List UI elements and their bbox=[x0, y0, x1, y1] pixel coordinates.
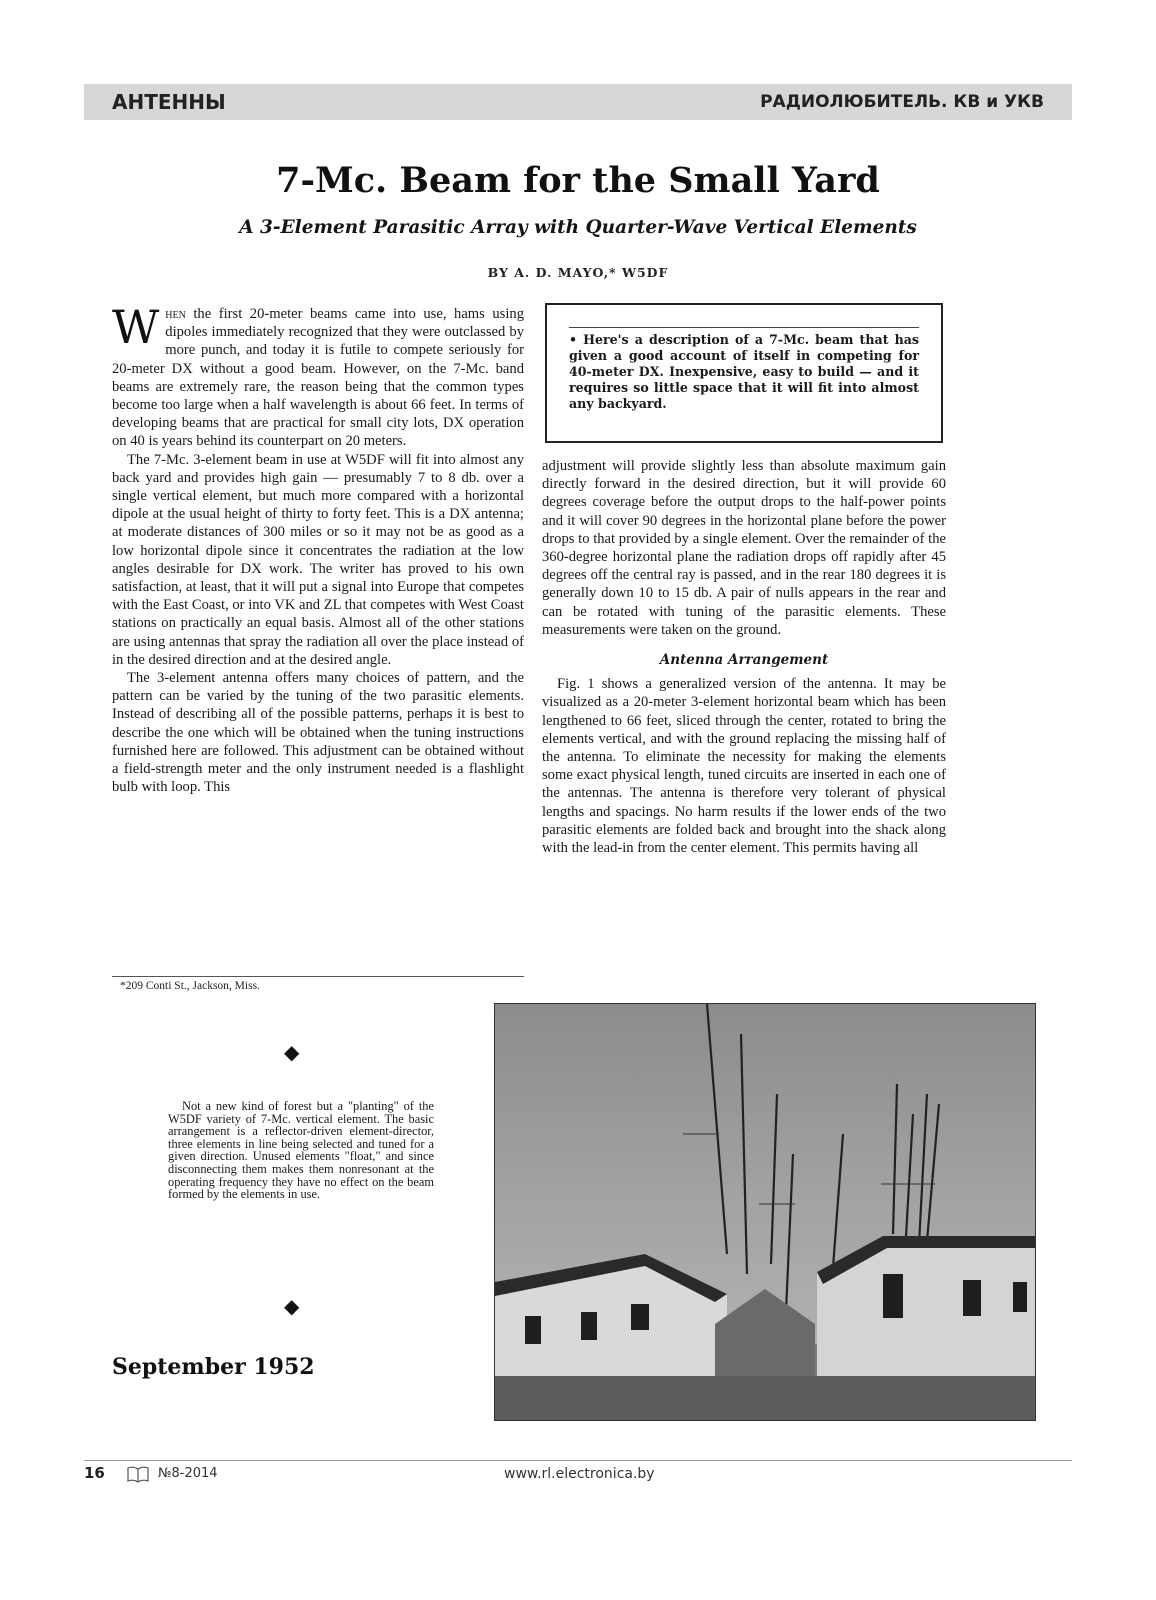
antenna-photo bbox=[494, 1003, 1036, 1421]
left-column bbox=[112, 305, 524, 973]
section-heading-antenna-arrangement: Antenna Arrangement bbox=[659, 652, 829, 669]
article-subtitle: A 3-Element Parasitic Array with Quarter-Wave Vertical Elements bbox=[239, 217, 917, 238]
callout-text: • Here's a description of a 7-Mc. beam that has given a good account of itself in competing for 40-meter DX. Inexpensive, easy to build — and it requires so little space that it will fit into almost any backyard. bbox=[569, 327, 919, 412]
article-byline: BY A. D. MAYO,* W5DF bbox=[487, 265, 669, 280]
original-issue-date: September 1952 bbox=[112, 1354, 315, 1380]
paragraph: Fig. 1 shows a generalized version of the antenna. It may be visualized as a 20-meter 3-element horizontal beam which has been lengthened to 66 feet, sliced through the center, rotated to bring the elements vertical, and with the ground replacing the missing half of the antenna. To eliminate the necessity for making the elements some exact physical length, tuned circuits are inserted in each one of the antennas. The antenna is therefore very tolerant of physical lengths and spacings. No harm results if the lower ends of the two parasitic elements are folded back and brought into the shack along with the lead-in from the center element. This permits having all bbox=[542, 676, 946, 857]
footer-divider bbox=[84, 1460, 1072, 1461]
lead-smallcaps: hen bbox=[165, 306, 186, 322]
right-column bbox=[542, 457, 946, 987]
drop-cap: W bbox=[112, 305, 160, 354]
magazine-name: РАДИОЛЮБИТЕЛЬ. КВ и УКВ bbox=[760, 92, 1044, 112]
summary-callout-box bbox=[545, 303, 943, 443]
photo-caption bbox=[168, 1100, 434, 1201]
section-label: АНТЕННЫ bbox=[112, 90, 226, 114]
antenna-photo-illustration bbox=[495, 1004, 1035, 1420]
diamond-ornament-icon: ◆ bbox=[284, 1040, 300, 1064]
diamond-ornament-icon: ◆ bbox=[284, 1294, 300, 1318]
footnote-divider bbox=[112, 976, 524, 977]
paragraph: The 7-Mc. 3-element beam in use at W5DF will fit into almost any back yard and provides high gain — presumably 7 to 8 db. over a single vertical element, but much more compared with a horizontal dipole at the usual height of thirty to forty feet. This is a DX antenna; at moderate distances of 300 miles or so it may not be as good as a low horizontal dipole since it concentrates the radiation at the low angles desirable for DX work. The writer has proved to his own satisfaction, at least, that it will put a signal into Europe that competes with the East Coast, or into VK and ZL that competes with West Coast stations on practically an equal basis. Almost all of the other stations are using antennas that spray the radiation all over the place instead of in the desired direction and at the desired angle. bbox=[112, 451, 524, 668]
article-title: 7-Mc. Beam for the Small Yard bbox=[276, 160, 880, 201]
open-book-icon bbox=[126, 1465, 150, 1483]
caption-text: Not a new kind of forest but a "planting" of the W5DF variety of 7-Mc. vertical element. The basic arrangement is a reflector-driven element-director, three elements in line being selected and tuned for a given direction. Unused elements "float," and since disconnecting them makes them nonresonant at the operating frequency they have no effect on the beam formed by the elements in use. bbox=[168, 1099, 434, 1202]
section-header-bar bbox=[84, 84, 1072, 120]
paragraph bbox=[112, 305, 524, 451]
page-number: 16 bbox=[84, 1464, 105, 1482]
paragraph: The 3-element antenna offers many choices of pattern, and the pattern can be varied by the tuning of the two parasitic elements. Instead of describing all of the possible patterns, perhaps it is best to describe the one which will be obtained when the tuning instructions furnished here are followed. This adjustment can be obtained without a field-strength meter and the only instrument needed is a flashlight bulb with loop. This bbox=[112, 670, 524, 796]
paragraph: adjustment will provide slightly less than absolute maximum gain directly forward in the desired direction, but it will provide 60 degrees coverage before the output drops to the half-power points and it will cover 90 degrees in the horizontal plane before the power drops to that provided by a single element. Over the remainder of the 360-degree horizontal plane the radiation drops off rapidly after 45 degrees off the central ray is passed, and in the rear 180 degrees it is generally down 10 to 15 db. A pair of nulls appears in the rear and can be rotated with tuning of the parasitic elements. These measurements were taken on the ground. bbox=[542, 458, 946, 638]
website-url: www.rl.electronica.by bbox=[504, 1466, 655, 1482]
paragraph-text: the first 20-meter beams came into use, hams using dipoles immediately recognized that they were outclassed by more punch, and today it is futile to compete seriously for 20-meter DX without a good beam. However, on the 7-Mc. band beams are extremely rare, the reason being that the common types become too large when a half wavelength is about 66 feet. In terms of developing beams that are practical for small city lots, DX operation on 40 is years behind its counterpart on 20 meters. bbox=[112, 306, 524, 450]
issue-number: №8-2014 bbox=[158, 1466, 218, 1481]
author-footnote: *209 Conti St., Jackson, Miss. bbox=[120, 980, 260, 992]
